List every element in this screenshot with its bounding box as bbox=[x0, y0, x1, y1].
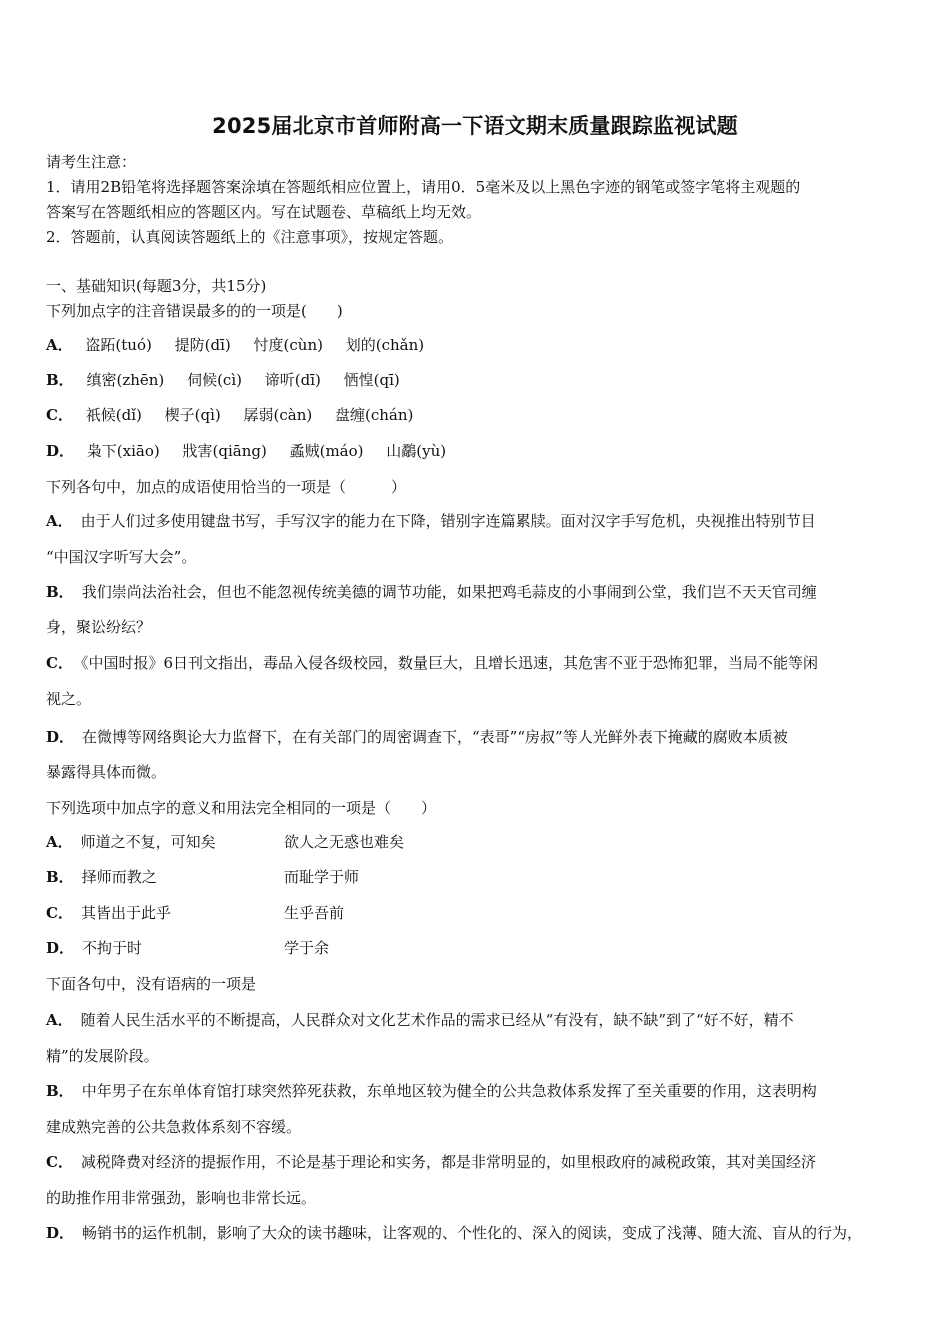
option-text: 我们崇尚法治社会，但也不能忽视传统美德的调节功能，如果把鸡毛蒜皮的小事闹到公堂，我们岂不天天官司缠 bbox=[81, 583, 817, 601]
page-title: 2025届北京市首师附高一下语文期末质量跟踪监视试题 bbox=[212, 114, 738, 138]
question-1-option-a bbox=[46, 335, 910, 355]
option-label: D． bbox=[46, 728, 75, 746]
option-left: 择师而教之 bbox=[81, 868, 157, 886]
option-text: 由于人们过多使用键盘书写，手写汉字的能力在下降，错别字连篇累牍。面对汉字手写危机，央视推出特别节目 bbox=[80, 512, 816, 530]
option-label: C． bbox=[46, 1153, 73, 1171]
notice-item-1-line-2: 答案写在答题纸相应的答题区内。写在试题卷、草稿纸上均无效。 bbox=[46, 203, 482, 221]
option-left: 其皆出于此乎 bbox=[80, 904, 171, 922]
question-2-option-b-cont: 身，聚讼纷纭？ bbox=[46, 618, 152, 636]
pinyin-item: 提防(dī) bbox=[174, 336, 231, 354]
option-left: 师道之不复，可知矣 bbox=[80, 833, 216, 851]
section-heading: 一、基础知识(每题3分，共15分) bbox=[46, 277, 267, 295]
question-3-stem: 下列选项中加点字的意义和用法完全相同的一项是（ ） bbox=[46, 799, 437, 817]
option-label: D． bbox=[46, 442, 75, 460]
option-label: A． bbox=[46, 336, 73, 354]
question-2-option-a bbox=[46, 511, 910, 531]
question-3-option-c bbox=[46, 903, 910, 923]
question-4-option-d bbox=[46, 1223, 920, 1243]
question-1-option-c bbox=[46, 405, 910, 425]
question-4-option-b-cont: 建成熟完善的公共急救体系刻不容缓。 bbox=[46, 1118, 302, 1136]
pinyin-item: 孱弱(càn) bbox=[243, 406, 313, 424]
pinyin-item: 忖度(cùn) bbox=[253, 336, 323, 354]
option-text: 在微博等网络舆论大力监督下，在有关部门的周密调查下，“表哥”“房叔”等人光鲜外表下掩藏的腐败本质被 bbox=[82, 728, 788, 746]
question-3-option-d bbox=[46, 938, 910, 958]
question-1-option-d bbox=[46, 441, 910, 461]
option-label: C． bbox=[46, 654, 73, 672]
notice-heading: 请考生注意： bbox=[46, 153, 137, 171]
pinyin-item: 祇候(dǐ) bbox=[85, 406, 142, 424]
question-3-option-b bbox=[46, 867, 910, 887]
option-label: A． bbox=[46, 833, 73, 851]
option-right: 生乎吾前 bbox=[284, 904, 345, 922]
question-2-option-c bbox=[46, 653, 910, 673]
pinyin-item: 恓惶(qī) bbox=[343, 371, 400, 389]
option-text: 减税降费对经济的提振作用，不论是基于理论和实务，都是非常明显的，如里根政府的减税政策，其对美国经济 bbox=[80, 1153, 816, 1171]
option-label: B． bbox=[46, 371, 74, 389]
option-label: A． bbox=[46, 512, 73, 530]
option-text: 中年男子在东单体育馆打球突然猝死获救，东单地区较为健全的公共急救体系发挥了至关重要的作用，这表明构 bbox=[81, 1082, 817, 1100]
notice-item-1-line-1: 1．请用2B铅笔将选择题答案涂填在答题纸相应位置上，请用0．5毫米及以上黑色字迹的钢笔或签字笔将主观题的 bbox=[46, 178, 801, 196]
option-label: D． bbox=[46, 939, 75, 957]
option-label: B． bbox=[46, 583, 74, 601]
question-2-option-a-cont: “中国汉字听写大会”。 bbox=[46, 548, 197, 566]
pinyin-item: 缜密(zhēn) bbox=[86, 371, 165, 389]
option-label: B． bbox=[46, 1082, 74, 1100]
option-label: B． bbox=[46, 868, 74, 886]
question-3-option-a bbox=[46, 832, 910, 852]
option-label: D． bbox=[46, 1224, 75, 1242]
question-4-option-c bbox=[46, 1152, 910, 1172]
option-label: C． bbox=[46, 406, 73, 424]
question-4-option-c-cont: 的助推作用非常强劲，影响也非常长远。 bbox=[46, 1189, 317, 1207]
question-4-option-b bbox=[46, 1081, 910, 1101]
pinyin-item: 谛听(dī) bbox=[264, 371, 321, 389]
pinyin-item: 划的(chǎn) bbox=[345, 336, 425, 354]
question-4-option-a bbox=[46, 1010, 910, 1030]
question-1-option-b bbox=[46, 370, 910, 390]
pinyin-item: 枭下(xiāo) bbox=[86, 442, 160, 460]
option-left: 不拘于时 bbox=[82, 939, 143, 957]
question-2-option-b bbox=[46, 582, 910, 602]
pinyin-item: 蟊贼(máo) bbox=[289, 442, 364, 460]
pinyin-item: 山鷸(yù) bbox=[386, 442, 447, 460]
option-label: A． bbox=[46, 1011, 73, 1029]
option-right: 学于余 bbox=[284, 939, 330, 957]
pinyin-item: 楔子(qì) bbox=[164, 406, 221, 424]
pinyin-item: 盘缠(chán) bbox=[335, 406, 414, 424]
question-2-option-d bbox=[46, 727, 910, 747]
option-text: 《中国时报》6日刊文指出，毒品入侵各级校园，数量巨大，且增长迅速，其危害不亚于恐怖犯罪，当局不能等闲 bbox=[80, 654, 819, 672]
pinyin-item: 伺候(cì) bbox=[187, 371, 242, 389]
option-right: 欲人之无惑也难矣 bbox=[284, 833, 405, 851]
option-text: 畅销书的运作机制，影响了大众的读书趣味，让客观的、个性化的、深入的阅读，变成了浅薄、随大流、盲从的行为， bbox=[82, 1224, 863, 1242]
question-2-stem: 下列各句中，加点的成语使用恰当的一项是（ ） bbox=[46, 478, 407, 496]
question-2-option-c-cont: 视之。 bbox=[46, 690, 92, 708]
question-2-option-d-cont: 暴露得具体而微。 bbox=[46, 763, 167, 781]
option-right: 而耻学于师 bbox=[284, 868, 360, 886]
question-4-option-a-cont: 精”的发展阶段。 bbox=[46, 1047, 159, 1065]
question-4-stem: 下面各句中，没有语病的一项是 bbox=[46, 975, 257, 993]
pinyin-item: 盗跖(tuó) bbox=[85, 336, 152, 354]
pinyin-item: 戕害(qiāng) bbox=[182, 442, 267, 460]
notice-item-2: 2．答题前，认真阅读答题纸上的《注意事项》，按规定答题。 bbox=[46, 228, 454, 246]
question-1-stem: 下列加点字的注音错误最多的的一项是( ) bbox=[46, 302, 343, 320]
option-label: C． bbox=[46, 904, 73, 922]
option-text: 随着人民生活水平的不断提高，人民群众对文化艺术作品的需求已经从“有没有，缺不缺”到了“好不好，精不 bbox=[80, 1011, 794, 1029]
